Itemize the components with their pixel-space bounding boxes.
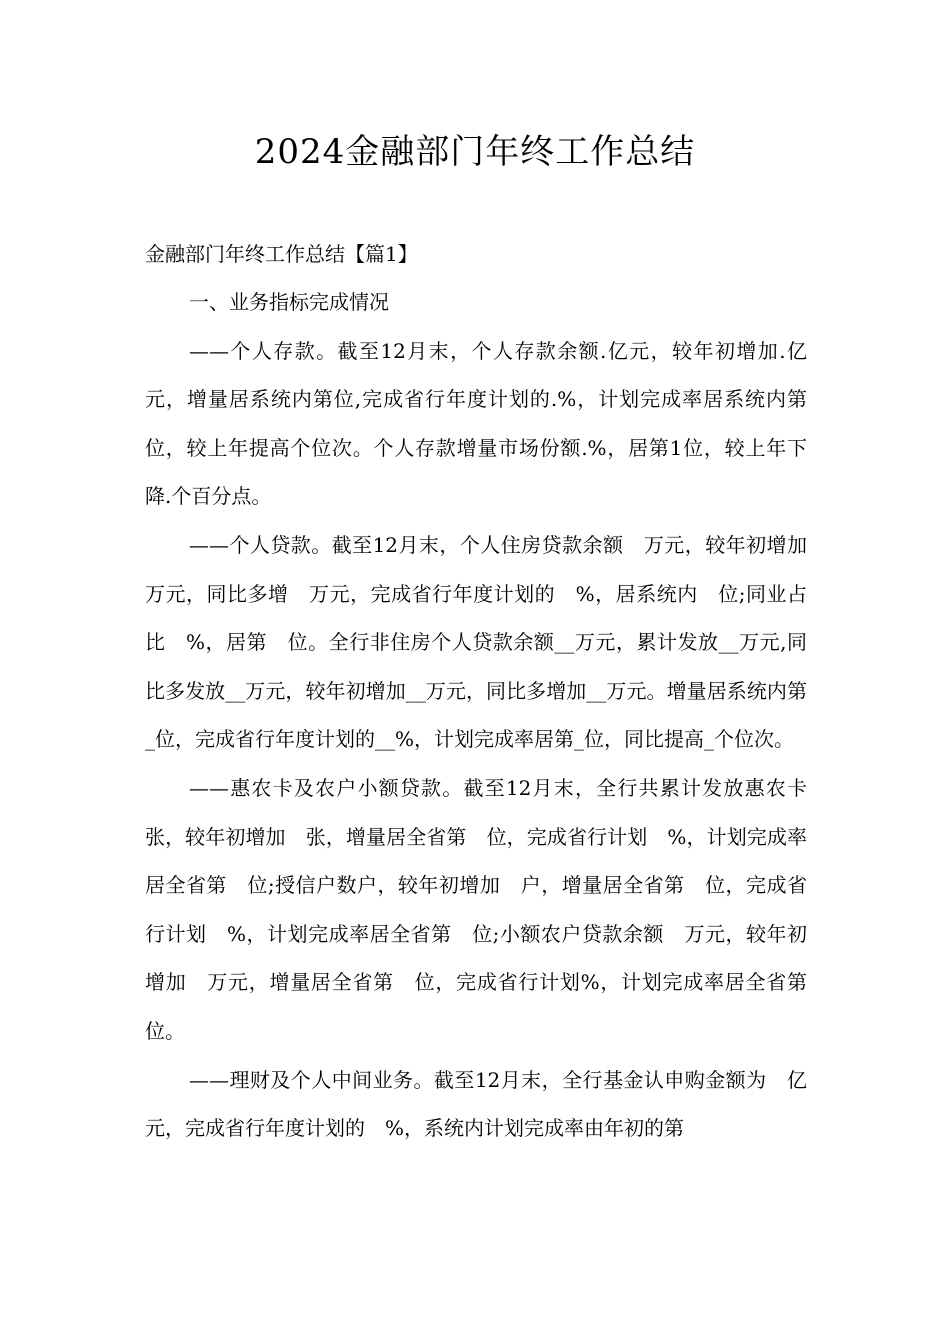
paragraph-heading-business-indicators: 一、业务指标完成情况 xyxy=(189,290,389,314)
paragraph-farmer-card-loans: ——惠农卡及农户小额贷款。截至12月末，全行共累计发放惠农卡 张，较年初增加 张，增量居全省第 位，完成省行计划 %，计划完成率居全省第 位;授信户数户，较年初增加 户，增量居全省第 位，完成省行计划 %，计划完成率居全省第 位;小额农户贷款余额 万元，较年初增加 万元，增量居全省第 位，完成省行计划%，计划完成率居全省第 位。 xyxy=(145,775,827,1043)
paragraph-personal-deposits: ——个人存款。截至12月末，个人存款余额.亿元，较年初增加.亿元，增量居系统内第位,完成省行年度计划的.%，计划完成率居系统内第位，较上年提高个位次。个人存款增量市场份额.%，居第1位，较上年下降.个百分点。 xyxy=(145,338,807,509)
paragraph-wealth-management: ——理财及个人中间业务。截至12月末，全行基金认申购金额为 亿元，完成省行年度计划的 %，系统内计划完成率由年初的第 xyxy=(145,1067,807,1141)
paragraph-personal-loans: ——个人贷款。截至12月末，个人住房贷款余额 万元，较年初增加 万元，同比多增 万元，完成省行年度计划的 %，居系统内 位;同业占比 %，居第 位。全行非住房个人贷款余额__万元，累计发放__万元,同比多发放__万元，较年初增加__万元，同比多增加__万元。增量居系统内第_位，完成省行年度计划的__%，计划完成率居第_位，同比提高_个位次。 xyxy=(145,532,827,752)
document-title: 2024金融部门年终工作总结 xyxy=(254,132,696,172)
section-heading: 金融部门年终工作总结【篇1】 xyxy=(145,242,418,266)
document-body xyxy=(145,230,827,1153)
